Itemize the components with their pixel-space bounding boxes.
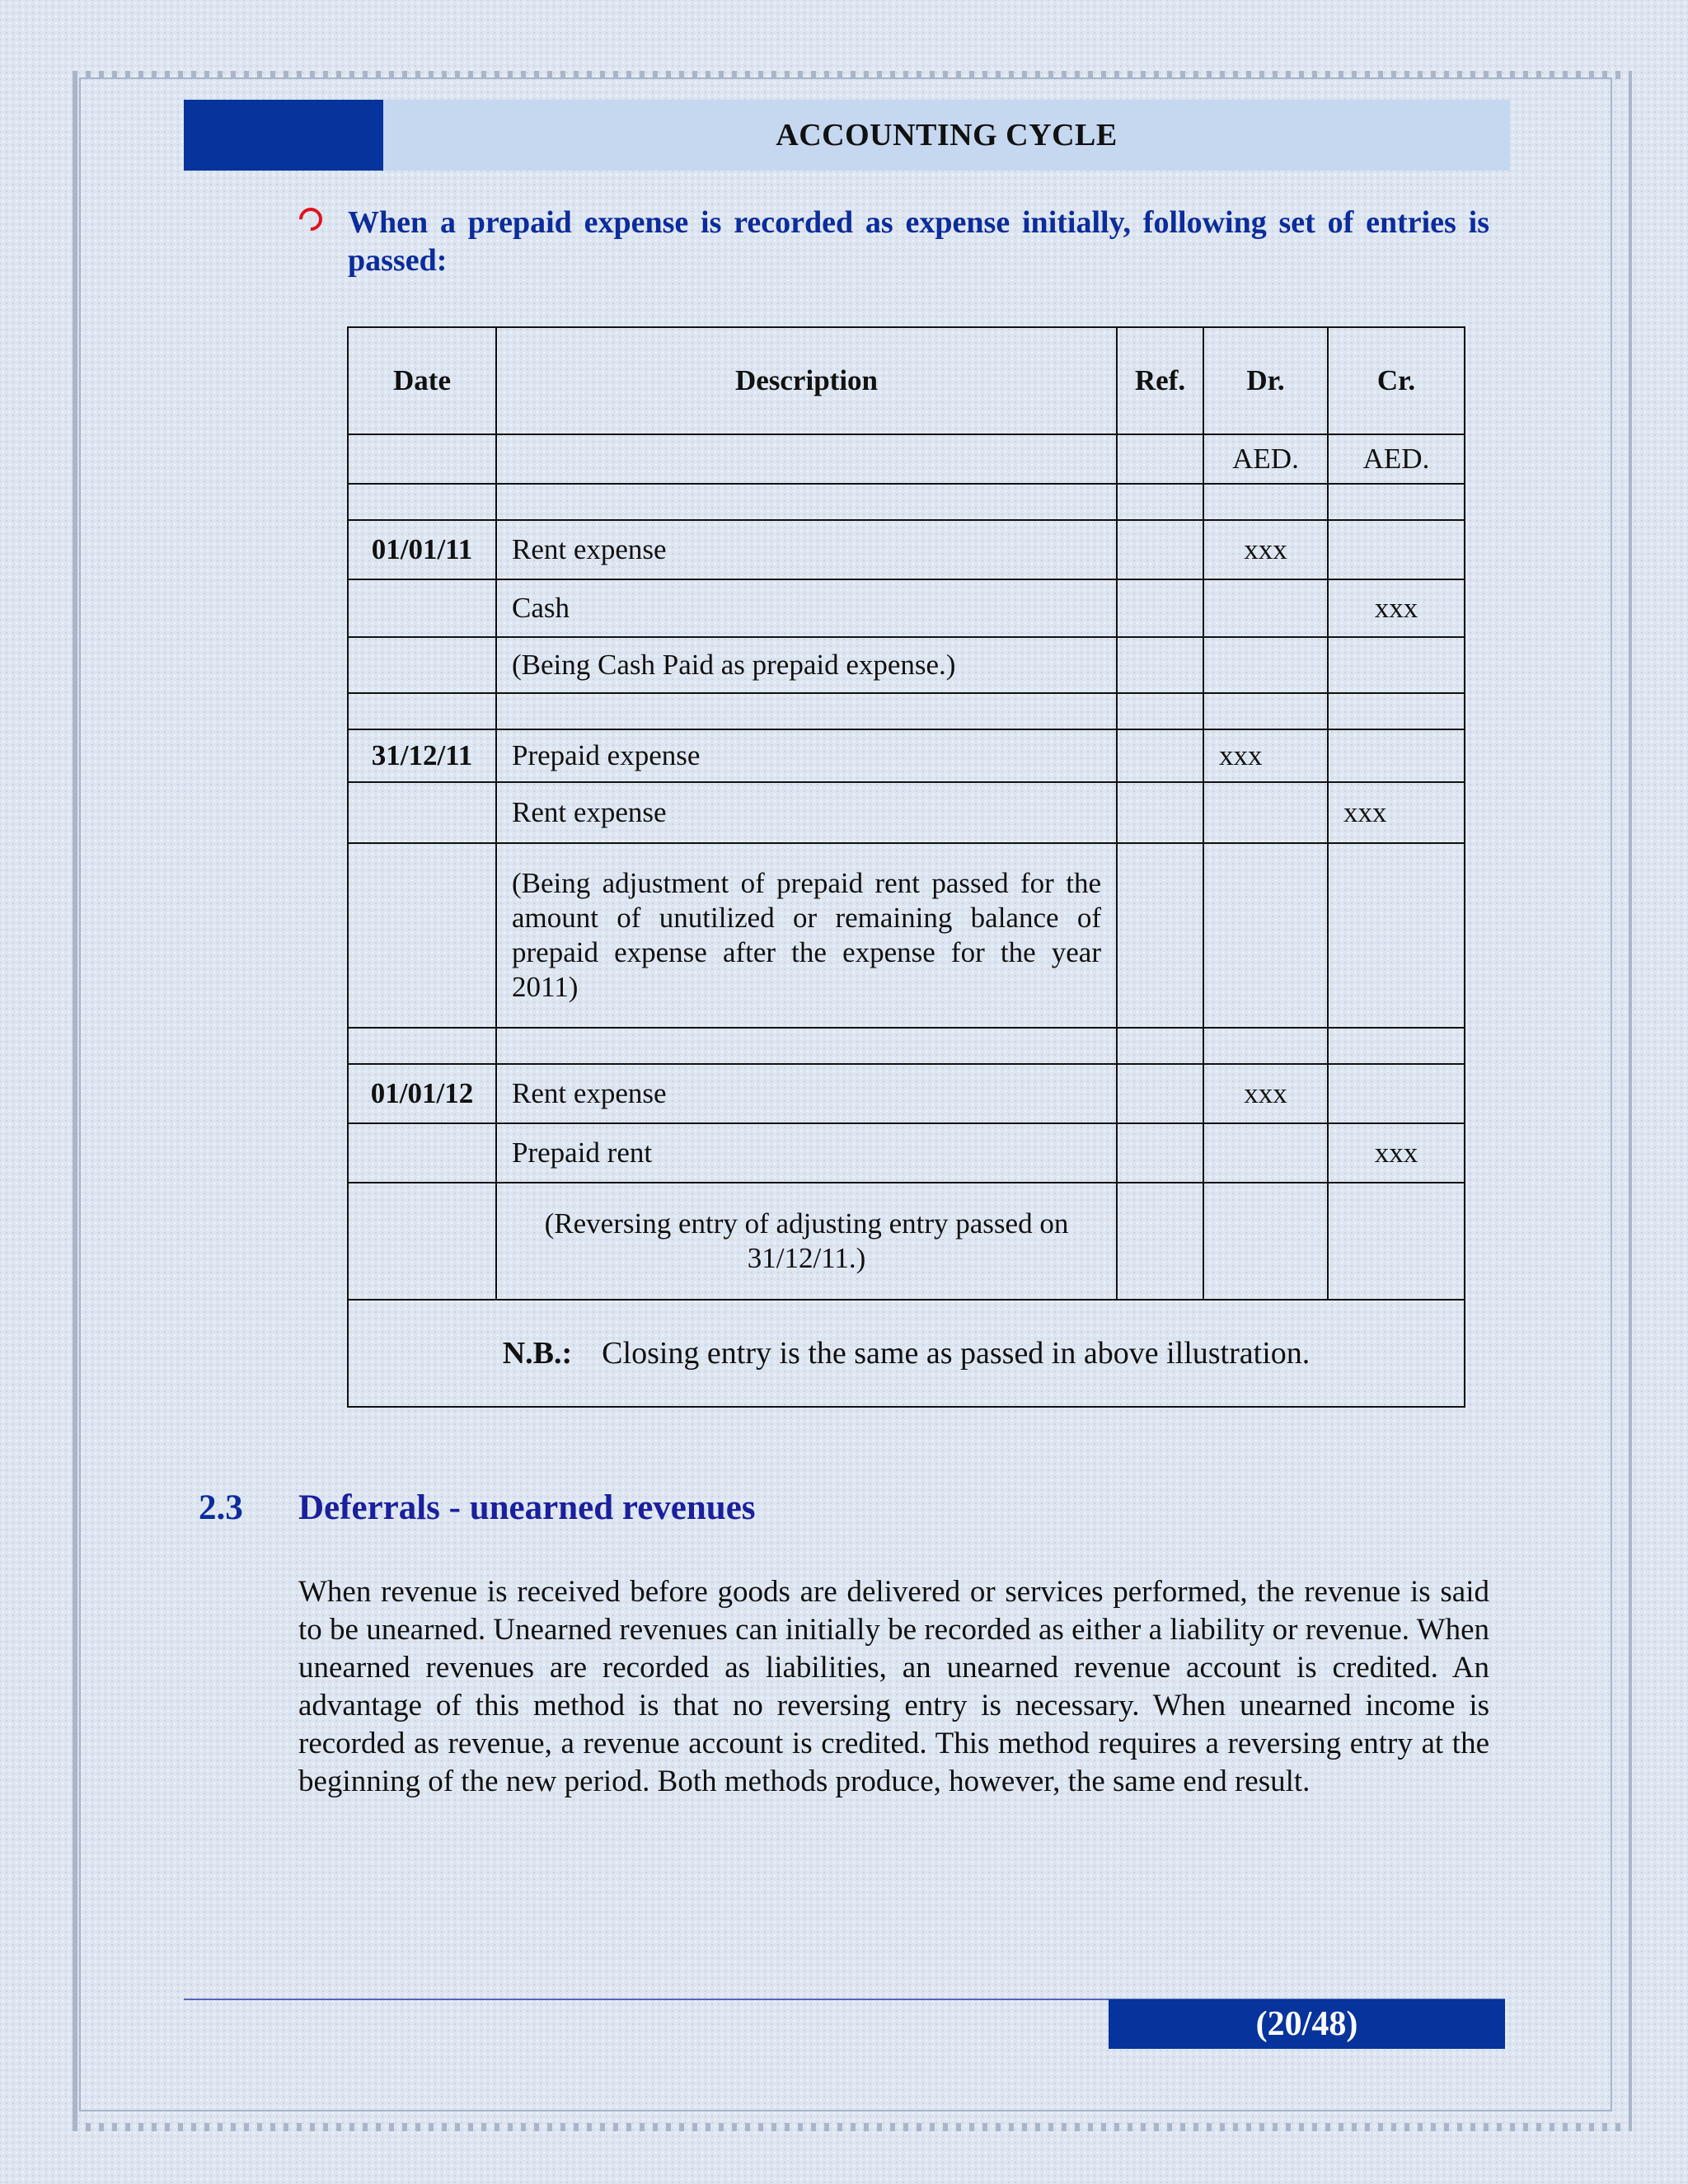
note-label: N.B.: [502,1336,573,1371]
journal-table [347,326,1465,1408]
credit-amount: xxx [1328,782,1465,843]
unit-cr: AED. [1328,434,1465,484]
table-header-row [348,327,1465,434]
table-row [348,782,1465,843]
section-title: Deferrals - unearned revenues [298,1488,756,1527]
section-paragraph: When revenue is received before goods are delivered or services performed, the revenue is said to be unearned. Unearned revenues can initially be recorded as either a liability or revenue. When unearned revenues are recorded as liabilities, an unearned revenue account is credited. An advantage of this method is that no reversing entry is necessary. When unearned income is recorded as revenue, a revenue account is credited. This method requires a reversing entry at the beginning of the new period. Both methods produce, however, the same end result. [298,1575,1489,1798]
header-date: Date [348,327,496,434]
page-number: (20/48) [1109,1999,1505,2049]
debit-account: Rent expense [496,520,1117,579]
page-header-title: ACCOUNTING CYCLE [383,100,1510,171]
header-cr: Cr. [1328,327,1465,434]
narration: (Reversing entry of adjusting entry passed on 31/12/11.) [496,1183,1117,1300]
note-row [348,1300,1465,1407]
credit-account: Rent expense [496,782,1117,843]
table-row [348,637,1465,693]
debit-amount: xxx [1203,1064,1328,1123]
header-description: Description [496,327,1117,434]
table-row [348,579,1465,637]
table-row [348,1183,1465,1300]
credit-amount: xxx [1328,1123,1465,1183]
spacer-row [348,693,1465,729]
table-row [348,520,1465,579]
table-row [348,729,1465,782]
entry-date: 01/01/12 [348,1064,496,1123]
spacer-row [348,484,1465,520]
debit-amount: xxx [1203,729,1328,782]
intro-text: When a prepaid expense is recorded as expense initially, following set of entries is passed: [348,205,1489,278]
credit-amount: xxx [1328,579,1465,637]
narration: (Being adjustment of prepaid rent passed for the amount of unutilized or remaining balance of prepaid expense after the expense for the year 2011) [496,843,1117,1028]
debit-account: Rent expense [496,1064,1117,1123]
entry-date: 31/12/11 [348,729,496,782]
debit-account: Prepaid expense [496,729,1117,782]
table-row [348,843,1465,1028]
credit-account: Prepaid rent [496,1123,1117,1183]
header-ref: Ref. [1117,327,1203,434]
debit-amount: xxx [1203,520,1328,579]
table-row [348,1123,1465,1183]
spacer-row [348,1028,1465,1064]
note-text: Closing entry is the same as passed in above illustration. [602,1336,1311,1371]
header-dr: Dr. [1203,327,1328,434]
header-accent-block [184,100,383,171]
section-number: 2.3 [199,1488,243,1527]
units-row [348,434,1465,484]
entry-date: 01/01/11 [348,520,496,579]
credit-account: Cash [496,579,1117,637]
table-row [348,1064,1465,1123]
narration: (Being Cash Paid as prepaid expense.) [496,637,1117,693]
unit-dr: AED. [1203,434,1328,484]
